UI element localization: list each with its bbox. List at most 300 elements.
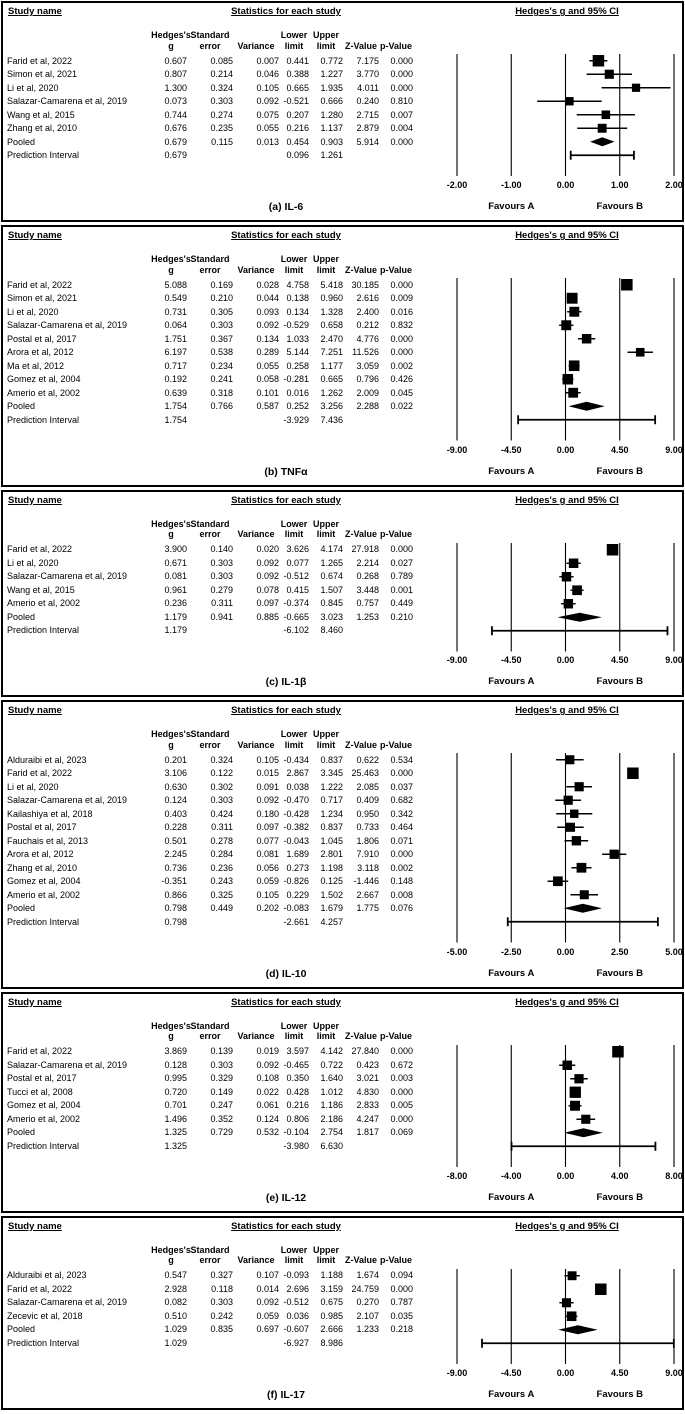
variance-cell: 0.092 <box>256 557 279 568</box>
z-value-cell: 27.840 <box>351 1046 379 1057</box>
effect-square <box>636 348 645 357</box>
pooled-diamond <box>564 904 602 913</box>
study-cell: Farid et al, 2022 <box>7 544 73 555</box>
z-value-cell: 24.759 <box>351 1283 379 1294</box>
study-cell: Arora et al, 2012 <box>7 347 74 358</box>
p-value-header: p-Value <box>379 40 412 51</box>
forest-plot <box>449 54 685 178</box>
hedges-g-cell: 1.300 <box>164 82 187 93</box>
p-value-cell: 0.001 <box>390 584 413 595</box>
variance-cell: 0.019 <box>256 1046 279 1057</box>
p-value-cell: 0.000 <box>390 544 413 555</box>
standard-error-cell: 0.303 <box>210 1297 233 1308</box>
study-cell: Pooled <box>7 136 36 147</box>
plot-header: Hedges's g and 95% CI <box>515 705 619 716</box>
lower-limit-cell: -0.434 <box>283 754 309 765</box>
lower-limit-cell: 0.415 <box>286 584 309 595</box>
z-value-cell: 4.011 <box>357 82 379 93</box>
upper-limit-cell: 0.717 <box>320 795 343 806</box>
variance-cell: 0.046 <box>256 69 279 80</box>
z-value-cell: 2.667 <box>356 889 379 900</box>
column-headers <box>3 21 682 51</box>
study-cell: Arora et al, 2012 <box>7 849 74 860</box>
panel-footer <box>3 466 682 480</box>
column-headers <box>3 720 682 750</box>
lower-limit-cell: 4.758 <box>286 279 309 290</box>
variance-header: Variance <box>237 529 275 539</box>
effect-square <box>577 863 587 873</box>
effect-square <box>598 124 607 133</box>
lower-limit-cell: -0.512 <box>283 1297 309 1308</box>
standard-error-cell: 0.367 <box>210 333 233 344</box>
z-value-cell: 1.233 <box>356 1324 379 1335</box>
lower-limit-cell: 0.273 <box>286 862 309 873</box>
variance-cell: 0.107 <box>256 1270 279 1281</box>
upper-limit-cell: 1.261 <box>320 150 343 161</box>
lower-limit-cell: 0.388 <box>286 69 309 80</box>
x-tick-label: 9.00 <box>665 1367 683 1378</box>
z-value-cell: 2.400 <box>356 306 379 317</box>
z-value-cell: 0.423 <box>356 1059 379 1070</box>
p-value-cell: 0.035 <box>390 1310 413 1321</box>
effect-square <box>569 558 578 567</box>
x-tick-label: 2.00 <box>665 180 683 190</box>
upper-limit-cell: 0.125 <box>320 876 343 887</box>
p-value-cell: 0.682 <box>390 795 413 806</box>
hedges-g-cell: 0.081 <box>164 571 187 582</box>
study-cell: Farid et al, 2022 <box>7 768 73 779</box>
p-value-cell: 0.016 <box>390 306 413 317</box>
variance-cell: 0.091 <box>256 781 279 792</box>
p-value-cell: 0.000 <box>390 1283 413 1294</box>
study-cell: Simon et al, 2021 <box>7 293 78 304</box>
hedges-g-cell: 0.510 <box>164 1310 187 1321</box>
standard-error-cell: 0.324 <box>210 82 233 93</box>
hedges-g-cell: 0.192 <box>164 374 187 385</box>
study-cell: Salazar-Camarena et al, 2019 <box>7 1297 128 1308</box>
panel-body <box>3 543 682 654</box>
pooled-diamond <box>590 137 614 146</box>
z-value-cell: 1.806 <box>356 835 379 846</box>
hedges-g-cell: 1.029 <box>164 1324 187 1335</box>
upper-limit-cell: 1.137 <box>320 123 343 134</box>
panel-footer <box>3 1192 682 1206</box>
forest-panel <box>1 700 684 989</box>
variance-cell: 0.092 <box>256 571 279 582</box>
panel-header-row <box>3 495 682 510</box>
standard-error-header: Standard error <box>190 1244 230 1265</box>
variance-cell: 0.014 <box>256 1283 279 1294</box>
upper-limit-cell: 0.837 <box>320 754 343 765</box>
variance-cell: 0.013 <box>256 136 279 147</box>
z-value-cell: 2.288 <box>356 401 379 412</box>
effect-square <box>562 572 571 581</box>
x-axis <box>3 655 682 667</box>
lower-limit-cell: -0.512 <box>283 571 309 582</box>
lower-limit-cell: 0.138 <box>286 293 309 304</box>
forest-panel <box>1 490 684 698</box>
standard-error-cell: 0.305 <box>210 306 233 317</box>
standard-error-cell: 0.284 <box>210 849 233 860</box>
lower-limit-cell: -0.093 <box>283 1270 309 1281</box>
study-cell: Amerio et al, 2002 <box>7 387 81 398</box>
effect-square <box>568 1271 577 1280</box>
study-cell: Ma et al, 2012 <box>7 360 65 371</box>
upper-limit-cell: 1.227 <box>320 69 343 80</box>
upper-limit-cell: 1.045 <box>320 835 343 846</box>
p-value-cell: 0.002 <box>390 862 413 873</box>
variance-cell: 0.055 <box>256 123 279 134</box>
study-name-header: Study name <box>8 230 62 241</box>
z-value-cell: 1.775 <box>356 903 379 914</box>
z-value-header: Z-Value <box>344 40 377 51</box>
lower-limit-cell: -0.374 <box>283 598 309 609</box>
p-value-cell: 0.000 <box>390 333 413 344</box>
lower-limit-cell: -0.382 <box>283 822 309 833</box>
standard-error-cell: 0.325 <box>210 889 233 900</box>
stats-header: Statistics for each study <box>231 230 341 241</box>
study-cell: Zecevic et al, 2018 <box>7 1310 83 1321</box>
lower-limit-cell: 0.258 <box>286 360 309 371</box>
lower-limit-cell: 5.144 <box>286 347 309 358</box>
effect-square <box>575 782 584 791</box>
lower-limit-header: Lower limit <box>280 1020 308 1041</box>
favours-a-label: Favours A <box>488 201 535 212</box>
p-value-cell: 0.000 <box>390 1113 413 1124</box>
stats-header: Statistics for each study <box>231 6 341 17</box>
p-value-cell: 0.832 <box>390 320 413 331</box>
p-value-cell: 0.342 <box>390 808 413 819</box>
upper-limit-cell: 1.222 <box>320 781 343 792</box>
effect-square <box>564 796 573 805</box>
effect-square <box>562 1298 571 1307</box>
hedges-g-cell: 0.639 <box>164 387 187 398</box>
hedges-g-cell: 0.128 <box>164 1059 187 1070</box>
study-cell: Salazar-Camarena et al, 2019 <box>7 96 128 107</box>
pooled-diamond <box>557 612 601 621</box>
effect-square <box>565 755 574 764</box>
z-value-cell: 0.268 <box>356 571 379 582</box>
study-cell: Salazar-Camarena et al, 2019 <box>7 320 128 331</box>
stats-header: Statistics for each study <box>231 996 341 1008</box>
z-value-cell: 0.622 <box>356 754 379 765</box>
lower-limit-cell: 1.033 <box>286 333 309 344</box>
pooled-diamond <box>558 1325 597 1334</box>
p-value-cell: 0.007 <box>390 109 413 120</box>
study-cell: Zhang et al, 2010 <box>7 862 78 873</box>
lower-limit-cell: 0.252 <box>286 401 309 412</box>
pooled-diamond <box>569 402 605 411</box>
hedges-g-header: Hedges's g <box>151 30 191 51</box>
study-cell: Prediction Interval <box>7 625 80 636</box>
standard-error-cell: 0.318 <box>210 387 233 398</box>
z-value-cell: 11.526 <box>352 347 379 358</box>
lower-limit-cell: -0.665 <box>283 611 309 622</box>
x-tick-label: 0.00 <box>556 946 575 957</box>
standard-error-cell: 0.941 <box>210 611 233 622</box>
variance-cell: 0.078 <box>256 584 279 595</box>
upper-limit-cell: 7.436 <box>320 414 343 425</box>
z-value-header: Z-Value <box>344 1255 377 1265</box>
effect-square <box>567 1311 577 1321</box>
lower-limit-cell: 0.096 <box>286 150 309 161</box>
z-value-cell: 27.918 <box>351 544 379 555</box>
lower-limit-cell: 0.038 <box>286 781 309 792</box>
x-tick-label: 0.00 <box>556 1367 575 1378</box>
variance-cell: 0.092 <box>256 795 279 806</box>
effect-square <box>563 374 574 385</box>
standard-error-cell: 0.236 <box>210 862 233 873</box>
hedges-g-cell: 1.179 <box>164 625 187 636</box>
p-value-header: p-Value <box>379 1255 412 1265</box>
variance-cell: 0.061 <box>256 1100 279 1111</box>
effect-square <box>553 876 563 886</box>
study-cell: Pooled <box>7 401 36 412</box>
p-value-cell: 0.464 <box>390 822 413 833</box>
z-value-cell: 2.833 <box>356 1100 379 1111</box>
lower-limit-cell: -0.043 <box>283 835 309 846</box>
effect-square <box>564 599 573 608</box>
z-value-cell: 25.463 <box>351 768 379 779</box>
x-axis <box>3 1171 682 1183</box>
study-cell: Gomez et al, 2004 <box>7 876 81 887</box>
p-value-cell: 0.022 <box>390 401 413 412</box>
variance-cell: 0.105 <box>256 754 279 765</box>
z-value-cell: 0.757 <box>356 598 379 609</box>
plot-header: Hedges's g and 95% CI <box>515 230 619 241</box>
upper-limit-cell: 1.177 <box>320 360 343 371</box>
lower-limit-cell: 0.665 <box>286 82 309 93</box>
p-value-cell: 0.000 <box>390 55 413 66</box>
z-value-cell: 1.253 <box>356 611 379 622</box>
lower-limit-cell: -0.529 <box>283 320 309 331</box>
panel-caption: (f) IL-17 <box>267 1388 305 1401</box>
upper-limit-cell: 1.234 <box>320 808 343 819</box>
x-tick-label: -9.00 <box>446 655 468 665</box>
variance-header: Variance <box>237 1031 275 1041</box>
p-value-cell: 0.810 <box>390 96 413 107</box>
effect-square <box>566 823 575 832</box>
x-tick-label: 0.00 <box>556 444 575 455</box>
z-value-cell: 0.212 <box>356 320 379 331</box>
z-value-cell: 0.950 <box>356 808 379 819</box>
hedges-g-cell: -0.351 <box>161 876 187 887</box>
standard-error-cell: 0.302 <box>210 781 233 792</box>
z-value-cell: 4.830 <box>356 1086 379 1097</box>
study-name-header: Study name <box>8 996 62 1008</box>
x-tick-label: -4.50 <box>500 444 522 455</box>
z-value-cell: 2.009 <box>356 387 379 398</box>
lower-limit-cell: 0.454 <box>286 136 309 147</box>
upper-limit-header: Upper limit <box>312 30 339 51</box>
hedges-g-cell: 0.676 <box>164 123 187 134</box>
p-value-cell: 0.003 <box>390 1073 413 1084</box>
upper-limit-cell: 0.665 <box>320 374 343 385</box>
upper-limit-cell: 1.262 <box>320 387 343 398</box>
effect-square <box>570 1086 581 1097</box>
z-value-cell: 4.776 <box>356 333 379 344</box>
z-value-header: Z-Value <box>344 739 377 750</box>
effect-square <box>607 544 619 556</box>
x-tick-label: 8.00 <box>665 1170 683 1181</box>
p-value-cell: 0.148 <box>390 876 413 887</box>
z-value-header: Z-Value <box>344 1031 377 1041</box>
study-cell: Salazar-Camarena et al, 2019 <box>7 571 128 582</box>
study-cell: Fauchais et al, 2013 <box>7 835 89 846</box>
hedges-g-cell: 0.228 <box>164 822 187 833</box>
upper-limit-cell: 3.345 <box>320 768 343 779</box>
panel-header-row <box>3 6 682 21</box>
z-value-cell: 5.914 <box>356 136 379 147</box>
hedges-g-cell: 0.549 <box>164 293 187 304</box>
study-cell: Amerio et al, 2002 <box>7 889 81 900</box>
upper-limit-cell: 3.159 <box>320 1283 343 1294</box>
x-tick-label: -9.00 <box>446 1367 468 1378</box>
standard-error-cell: 0.210 <box>210 293 233 304</box>
lower-limit-cell: -0.607 <box>283 1324 309 1335</box>
z-value-cell: 30.185 <box>351 279 379 290</box>
standard-error-cell: 0.538 <box>210 347 233 358</box>
variance-cell: 0.105 <box>256 82 279 93</box>
x-tick-label: 4.00 <box>610 1170 629 1181</box>
variance-cell: 0.108 <box>256 1073 279 1084</box>
variance-cell: 0.697 <box>256 1324 279 1335</box>
plot-header: Hedges's g and 95% CI <box>515 996 619 1008</box>
hedges-g-cell: 0.073 <box>164 96 187 107</box>
study-cell: Salazar-Camarena et al, 2019 <box>7 1059 128 1070</box>
lower-limit-cell: 0.216 <box>286 1100 309 1111</box>
variance-cell: 0.059 <box>256 876 279 887</box>
variance-cell: 0.044 <box>256 293 279 304</box>
forest-plot <box>449 1045 685 1169</box>
z-value-cell: 4.247 <box>356 1113 379 1124</box>
effect-square <box>563 1060 572 1069</box>
forest-plot <box>449 278 685 443</box>
standard-error-cell: 0.242 <box>210 1310 233 1321</box>
x-axis <box>3 1368 682 1380</box>
study-cell: Alduraibi et al, 2023 <box>7 754 87 765</box>
upper-limit-header: Upper limit <box>312 1020 339 1041</box>
hedges-g-cell: 0.064 <box>164 320 187 331</box>
upper-limit-cell: 2.470 <box>320 333 343 344</box>
variance-cell: 0.532 <box>256 1127 279 1138</box>
z-value-cell: 1.817 <box>356 1127 379 1138</box>
effect-square <box>605 70 614 79</box>
standard-error-cell: 0.303 <box>210 571 233 582</box>
hedges-g-cell: 1.751 <box>164 333 187 344</box>
upper-limit-cell: 0.658 <box>320 320 343 331</box>
study-cell: Pooled <box>7 611 36 622</box>
hedges-g-cell: 0.995 <box>164 1073 187 1084</box>
standard-error-header: Standard error <box>190 1020 230 1041</box>
p-value-cell: 0.000 <box>390 1046 413 1057</box>
variance-cell: 0.007 <box>256 55 279 66</box>
upper-limit-header: Upper limit <box>312 518 339 539</box>
hedges-g-header: Hedges's g <box>151 518 191 539</box>
lower-limit-cell: 1.689 <box>286 849 309 860</box>
effect-square <box>610 850 619 859</box>
lower-limit-cell: 0.134 <box>286 306 309 317</box>
p-value-header: p-Value <box>379 1031 412 1041</box>
lower-limit-cell: 2.867 <box>286 768 309 779</box>
upper-limit-cell: 3.023 <box>320 611 343 622</box>
standard-error-cell: 0.279 <box>210 584 233 595</box>
hedges-g-cell: 0.501 <box>164 835 187 846</box>
variance-cell: 0.081 <box>256 849 279 860</box>
x-tick-label: -8.00 <box>446 1170 468 1181</box>
hedges-g-header: Hedges's g <box>151 1020 191 1041</box>
upper-limit-cell: 0.985 <box>320 1310 343 1321</box>
upper-limit-cell: 1.507 <box>320 584 343 595</box>
x-tick-label: 0.00 <box>556 1170 575 1181</box>
variance-header: Variance <box>237 264 275 275</box>
z-value-cell: 0.270 <box>356 1297 379 1308</box>
variance-cell: 0.092 <box>256 1297 279 1308</box>
z-value-cell: 2.214 <box>356 557 379 568</box>
standard-error-cell: 0.329 <box>210 1073 233 1084</box>
upper-limit-cell: 1.502 <box>320 889 343 900</box>
lower-limit-cell: 0.016 <box>286 387 309 398</box>
panel-caption: (b) TNFα <box>264 465 308 478</box>
upper-limit-cell: 2.186 <box>320 1113 343 1124</box>
lower-limit-cell: -2.661 <box>283 916 309 927</box>
upper-limit-header: Upper limit <box>312 729 339 750</box>
study-cell: Alduraibi et al, 2023 <box>7 1270 87 1281</box>
upper-limit-cell: 5.418 <box>320 279 343 290</box>
p-value-cell: 0.787 <box>390 1297 413 1308</box>
upper-limit-cell: 1.265 <box>320 557 343 568</box>
upper-limit-cell: 2.801 <box>320 849 343 860</box>
panel-footer <box>3 676 682 690</box>
forest-panel <box>1 225 684 487</box>
lower-limit-cell: -0.104 <box>283 1127 309 1138</box>
lower-limit-cell: -3.980 <box>283 1140 309 1151</box>
effect-square <box>632 84 640 92</box>
lower-limit-header: Lower limit <box>280 254 308 275</box>
variance-cell: 0.075 <box>256 109 279 120</box>
x-tick-label: 0.00 <box>556 655 575 665</box>
standard-error-cell: 0.324 <box>210 754 233 765</box>
panel-body <box>3 54 682 178</box>
standard-error-cell: 0.835 <box>210 1324 233 1335</box>
p-value-cell: 0.045 <box>390 387 413 398</box>
hedges-g-cell: 3.869 <box>164 1046 187 1057</box>
p-value-cell: 0.069 <box>390 1127 413 1138</box>
p-value-cell: 0.002 <box>390 360 413 371</box>
variance-cell: 0.028 <box>256 279 279 290</box>
effect-square <box>561 320 571 330</box>
study-cell: Li et al, 2020 <box>7 781 59 792</box>
effect-square <box>570 810 578 818</box>
study-cell: Kailashiya et al, 2018 <box>7 808 93 819</box>
variance-cell: 0.077 <box>256 835 279 846</box>
standard-error-cell: 0.303 <box>210 1059 233 1070</box>
hedges-g-cell: 0.717 <box>164 360 187 371</box>
lower-limit-cell: 3.597 <box>286 1046 309 1057</box>
x-tick-label: 4.50 <box>610 1367 629 1378</box>
upper-limit-cell: 3.256 <box>320 401 343 412</box>
panel-header-row <box>3 997 682 1012</box>
x-axis <box>3 947 682 959</box>
variance-cell: 0.058 <box>256 374 279 385</box>
effect-square <box>569 307 579 317</box>
upper-limit-cell: 7.251 <box>320 347 343 358</box>
lower-limit-cell: 0.441 <box>286 55 309 66</box>
x-tick-label: 2.50 <box>610 946 629 957</box>
standard-error-cell: 0.766 <box>210 401 233 412</box>
lower-limit-cell: 0.216 <box>286 123 309 134</box>
study-cell: Postal et al, 2017 <box>7 333 77 344</box>
